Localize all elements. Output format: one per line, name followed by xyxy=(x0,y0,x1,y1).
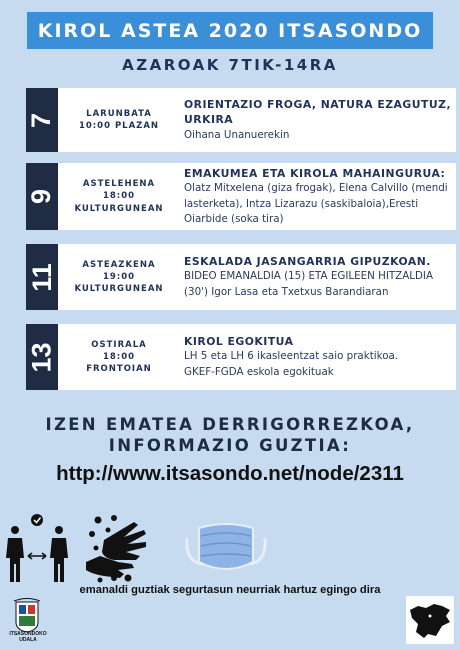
event-card xyxy=(58,324,456,390)
event-time: 18:00 xyxy=(102,351,136,362)
event-details xyxy=(180,88,456,152)
municipality-name-line-1: ITSASONDOKO xyxy=(9,631,47,637)
day-number-box xyxy=(26,88,58,152)
event-card xyxy=(58,88,456,152)
municipality-name-line-2: UDALA xyxy=(19,637,37,643)
map-badge xyxy=(406,596,454,644)
event-place: KULTURGUNEAN xyxy=(74,284,164,295)
notice-line-2: INFORMAZIO GUZTIA: xyxy=(108,436,352,456)
event-card xyxy=(58,163,456,230)
event-time: 18:00 xyxy=(102,191,136,202)
event-heading: ESKALADA JASANGARRIA GIPUZKOAN. xyxy=(184,254,431,268)
day-number: 11 xyxy=(26,262,57,292)
event-heading: KIROL EGOKITUA xyxy=(184,334,294,348)
event-weekday: OSTIRALA xyxy=(91,339,147,350)
event-place: KULTURGUNEAN xyxy=(74,203,164,214)
event-description: Oihana Unanuerekin xyxy=(184,128,290,141)
safety-caption: emanaldi guztiak segurtasun neurriak hartuz egingo dira xyxy=(79,584,381,596)
event-details xyxy=(180,163,456,230)
day-number-box xyxy=(26,163,58,230)
day-number-box xyxy=(26,244,58,310)
event-title-banner xyxy=(27,12,433,49)
event-time-place: 10:00 PLAZAN xyxy=(78,121,160,131)
event-row xyxy=(26,88,456,152)
event-description: Olatz Mitxelena (giza frogak), Elena Calvillo (mendi lasterketa), Intza Lizarazu (saskibaloia),Eresti Oiarbide (soka tira) xyxy=(184,182,448,226)
day-number: 9 xyxy=(26,188,57,205)
event-weekday: LARUNBATA xyxy=(86,108,152,119)
event-time: 19:00 xyxy=(102,271,136,282)
notice-line-1: IZEN EMATEA DERRIGORREZKOA, xyxy=(45,415,415,434)
day-number: 13 xyxy=(26,341,57,373)
event-heading: ORIENTAZIO FROGA, NATURA EZAGUTUZ, URKIRA xyxy=(184,97,452,127)
event-place: FRONTOIAN xyxy=(86,364,152,375)
event-weekday: ASTEAZKENA xyxy=(82,259,156,270)
info-link[interactable]: http://www.itsasondo.net/node/2311 xyxy=(56,462,404,485)
event-weekday: ASTELEHENA xyxy=(82,179,156,190)
event-title: KIROL ASTEA 2020 ITSASONDO xyxy=(37,19,423,42)
gipuzkoa-map-icon xyxy=(406,596,454,644)
day-number-box xyxy=(26,324,58,390)
hand-washing-icon xyxy=(84,512,152,584)
event-row xyxy=(26,244,456,310)
event-description: BIDEO EMANALDIA (15) ETA EGILEEN HITZALDIA (30') Igor Lasa eta Txetxus Barandiaran xyxy=(184,270,433,298)
face-mask-icon xyxy=(183,512,269,584)
municipality-name xyxy=(3,631,53,643)
event-row xyxy=(26,324,456,390)
event-details xyxy=(180,324,456,390)
event-dates: AZAROAK 7TIK-14RA xyxy=(122,56,338,74)
day-number: 7 xyxy=(26,112,57,128)
event-when xyxy=(58,244,180,310)
event-heading: EMAKUMEA ETA KIROLA MAHAINGURUA: xyxy=(184,166,446,180)
event-when xyxy=(58,88,180,152)
event-row xyxy=(26,163,456,230)
social-distance-icon xyxy=(0,512,74,584)
event-when xyxy=(58,324,180,390)
registration-notice xyxy=(0,414,460,457)
event-details xyxy=(180,244,456,310)
event-description: LH 5 eta LH 6 ikasleentzat saio praktikoa. GKEF-FGDA eskola egokituak xyxy=(184,350,399,378)
event-card xyxy=(58,244,456,310)
event-when xyxy=(58,163,180,230)
